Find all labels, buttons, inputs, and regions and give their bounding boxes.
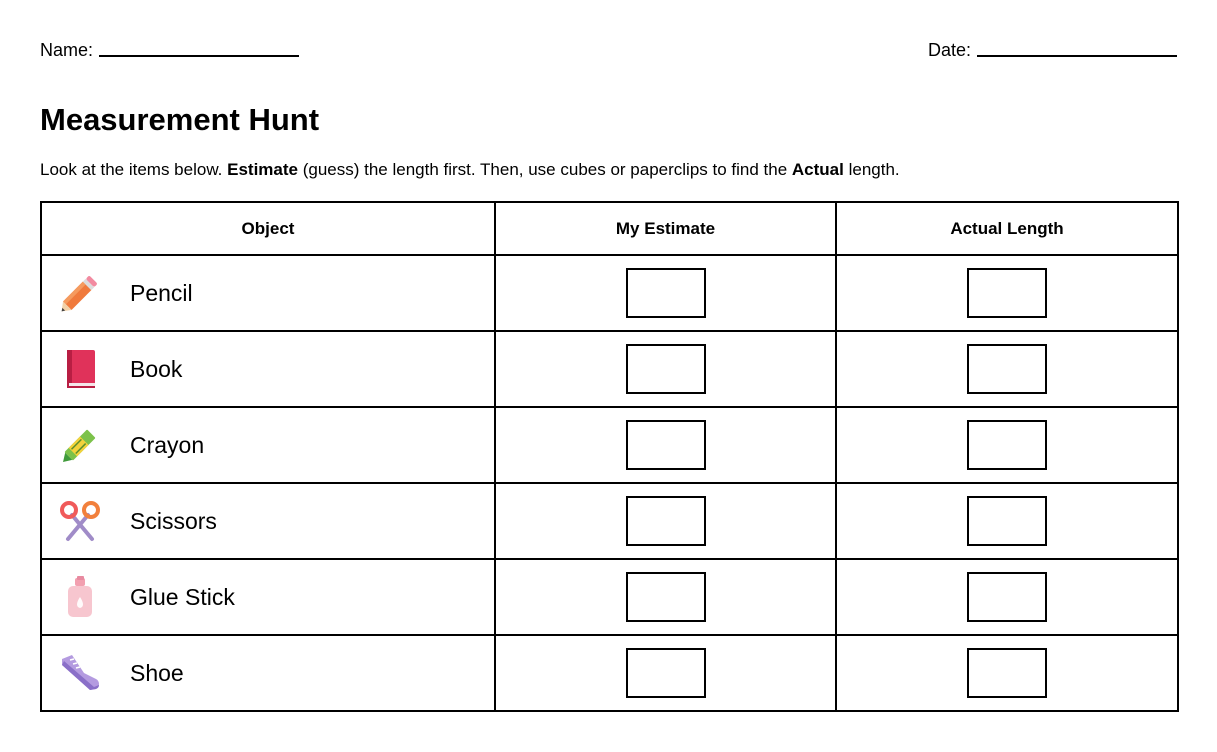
- measurement-table: [40, 201, 1179, 712]
- scissors-icon: [58, 499, 102, 543]
- name-label: Name:: [40, 40, 94, 60]
- estimate-answer-box[interactable]: [626, 268, 706, 318]
- estimate-answer-box[interactable]: [626, 344, 706, 394]
- object-label: Glue Stick: [130, 583, 235, 610]
- actual-cell: [836, 635, 1178, 711]
- actual-cell: [836, 331, 1178, 407]
- object-label: Crayon: [130, 431, 205, 458]
- object-cell: [41, 559, 495, 635]
- actual-answer-box[interactable]: [967, 648, 1047, 698]
- actual-answer-box[interactable]: [967, 572, 1047, 622]
- column-header-actual: Actual Length: [836, 202, 1178, 255]
- table-row: [41, 407, 1178, 483]
- estimate-answer-box[interactable]: [626, 496, 706, 546]
- actual-cell: [836, 559, 1178, 635]
- column-header-object: Object: [41, 202, 495, 255]
- actual-cell: [836, 483, 1178, 559]
- name-field: [40, 38, 299, 62]
- instructions-bold-actual: Actual: [791, 160, 844, 179]
- actual-answer-box[interactable]: [967, 344, 1047, 394]
- header-row: [40, 38, 1177, 62]
- object-cell: [41, 635, 495, 711]
- estimate-answer-box[interactable]: [626, 572, 706, 622]
- date-field: [928, 38, 1177, 62]
- actual-answer-box[interactable]: [967, 496, 1047, 546]
- date-blank-line: [977, 55, 1177, 57]
- estimate-cell: [495, 559, 836, 635]
- object-cell: [41, 255, 495, 331]
- column-header-estimate: My Estimate: [495, 202, 836, 255]
- instructions: [40, 158, 900, 182]
- object-label: Scissors: [130, 507, 217, 534]
- name-blank-line: [99, 55, 299, 57]
- estimate-cell: [495, 331, 836, 407]
- object-cell: [41, 407, 495, 483]
- date-label: Date:: [927, 40, 971, 60]
- table-row: [41, 483, 1178, 559]
- instructions-text-2: (guess) the length first. Then, use cubes or paperclips to find the: [297, 160, 792, 179]
- object-label: Book: [130, 355, 183, 382]
- table-row: [41, 331, 1178, 407]
- instructions-text-3: length.: [843, 160, 900, 179]
- shoe-icon: [58, 651, 102, 695]
- estimate-answer-box[interactable]: [626, 420, 706, 470]
- estimate-cell: [495, 483, 836, 559]
- object-cell: [41, 483, 495, 559]
- estimate-answer-box[interactable]: [626, 648, 706, 698]
- instructions-bold-estimate: Estimate: [227, 160, 298, 179]
- glue-bottle-icon: [58, 575, 102, 619]
- book-icon: [58, 347, 102, 391]
- actual-cell: [836, 255, 1178, 331]
- table-row: [41, 255, 1178, 331]
- table-row: [41, 559, 1178, 635]
- crayon-icon: [58, 423, 102, 467]
- instructions-text-1: Look at the items below.: [40, 160, 228, 179]
- actual-cell: [836, 407, 1178, 483]
- object-label: Shoe: [130, 659, 184, 686]
- table-row: [41, 635, 1178, 711]
- table-header-row: [41, 202, 1178, 255]
- estimate-cell: [495, 635, 836, 711]
- estimate-cell: [495, 407, 836, 483]
- estimate-cell: [495, 255, 836, 331]
- actual-answer-box[interactable]: [967, 420, 1047, 470]
- pencil-icon: [58, 271, 102, 315]
- page-title: Measurement Hunt: [40, 102, 320, 137]
- object-label: Pencil: [130, 279, 193, 306]
- actual-answer-box[interactable]: [967, 268, 1047, 318]
- object-cell: [41, 331, 495, 407]
